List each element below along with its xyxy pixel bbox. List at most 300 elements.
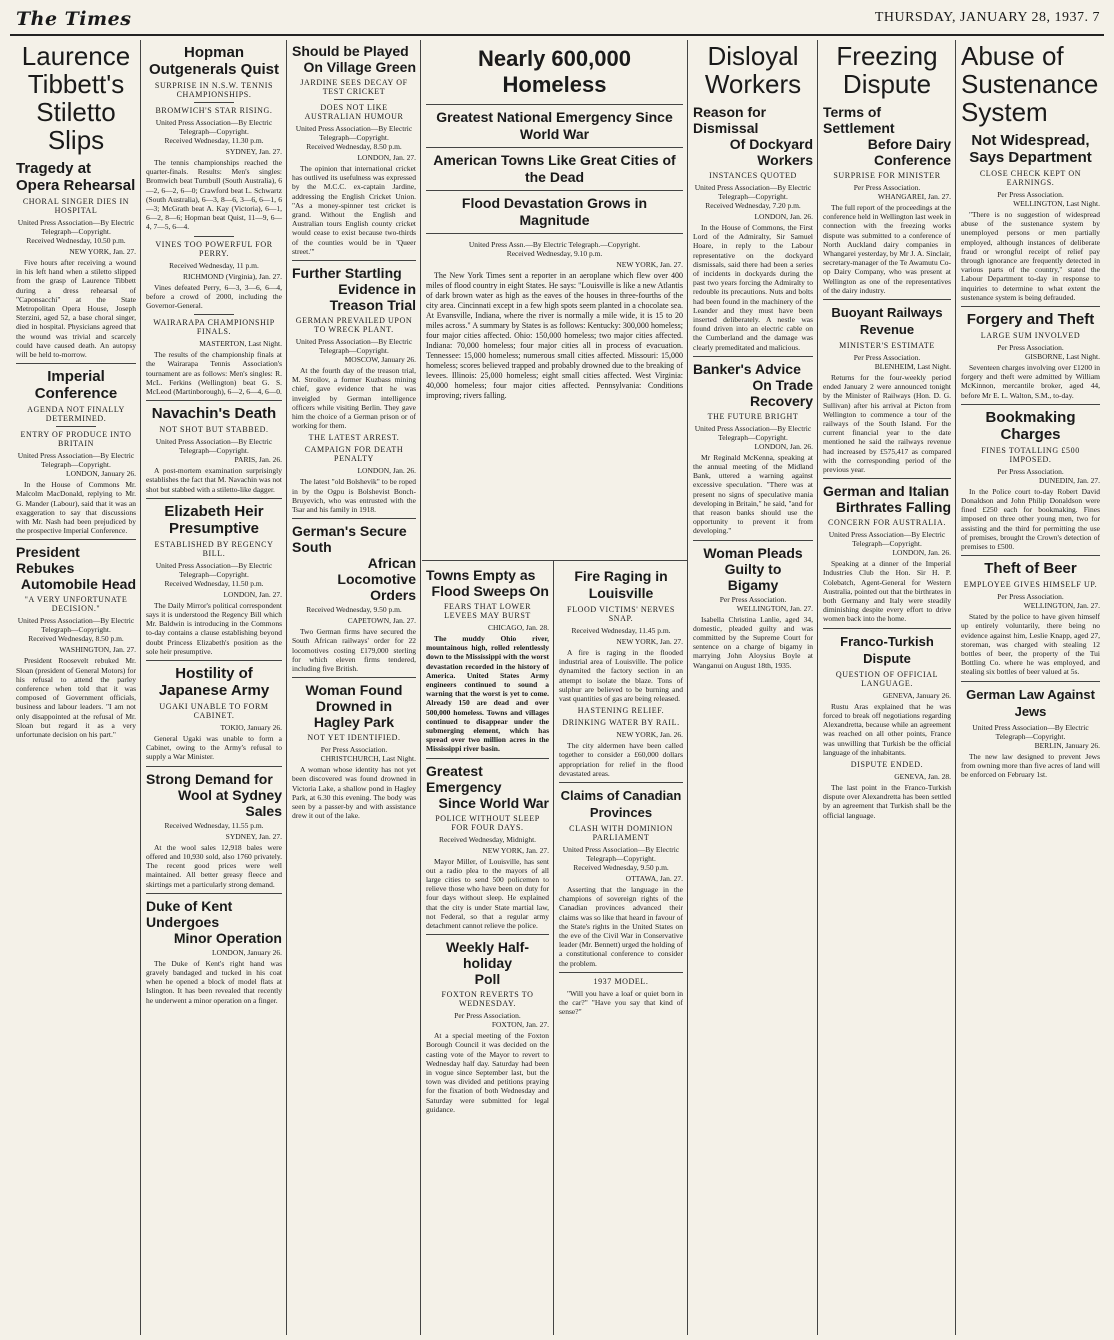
story-body: The opinion that international cricket has outlived its usefulness was expressed by the M.C.C. ex-captain Jardine, addressing the English Cricket Union. "As a money-spinner test cricket is grand. Without the English and Australian tours English county cricket would cease to exist because two-thirds of the counties would be in 'Queer street.'" — [292, 164, 416, 256]
headline-line-2: Automobile Head — [20, 576, 136, 593]
deck: DOES NOT LIKE AUSTRALIAN HUMOUR — [304, 103, 404, 121]
story-louisville-fire — [559, 568, 683, 778]
divider — [961, 681, 1100, 682]
divider — [194, 102, 234, 103]
dateline: WASHINGTON, Jan. 27. — [59, 645, 136, 655]
dateline: LONDON, January 26. — [66, 469, 136, 479]
divider — [194, 314, 234, 315]
divider — [823, 299, 951, 300]
lead-subheadline-1: Greatest National Emergency Since World War — [436, 109, 673, 142]
dateline: DUNEDIN, Jan. 27. — [1038, 475, 1100, 485]
headline-line-2: Minor Operation — [173, 929, 282, 946]
deck: NOT YET IDENTIFIED. — [307, 733, 401, 743]
headline: Claims of Canadian Provinces — [560, 788, 682, 821]
deck: DISPUTE ENDED. — [850, 759, 924, 769]
dateline: NEW YORK, Jan. 27. — [616, 637, 683, 646]
headline-line-2: Poll — [474, 971, 501, 988]
dateline: NEW YORK, Jan. 26. — [616, 730, 683, 740]
divider — [961, 555, 1100, 556]
divider — [823, 478, 951, 479]
headline — [426, 939, 549, 987]
credit-line: Per Press Association. — [997, 343, 1064, 353]
divider — [559, 972, 683, 973]
divider — [146, 766, 282, 767]
story-freezing-dispute — [823, 42, 951, 295]
credit-line: Per Press Association. — [997, 466, 1064, 476]
story-elizabeth — [146, 503, 282, 656]
headline — [146, 771, 282, 819]
story-body: The muddy Ohio river, mountainous high, rolled relentlessly down to the Mississippi with the worst devastation recorded in the history of America. United States Army engineers continued to sound a warning that the worst is yet to come. Already 150 are dead and over 500,000 homeless. Towns and villages continued to disappear under the submerging element, which has spread over two million acres in the Mississippi river basin. — [426, 634, 549, 754]
lead-body: The New York Times sent a reporter in an aeroplane which flew over 400 miles of flood country in eight States. He says: "Louisville is like a new Atlantis of dark brown water as high as the eaves of the houses in three-fourths of the city area. Cincinnati except in a few high spots seem planted in a chocolate sea. At Evansville, Indiana, where the river is normally a mile wide, it is 15 to 20 miles across." A summary by States is as follows: Kentucky: 300,000 homeless; four major cities affected. Ohio: 150,000 homeless; two major cities affected. Indiana: 70,000 homeless; four major cities all in process of evacuation. Tennessee: 15,000 homeless; numerous small cities affected. Missouri: 15,000 homeless; scores believed trapped and probably drowned due to the breaking of levees. Illinois: 25,000 homeless; eight small cities affected. West Virginia: 40,000 homeless; four major cities affected. Pennsylvania: Conditions improving; rivers falling. — [426, 271, 683, 400]
deck: SURPRISE IN N.S.W. TENNIS CHAMPIONSHIPS. — [154, 81, 274, 99]
divider — [146, 498, 282, 499]
story-body: Mayor Miller, of Louisville, has sent out a radio plea to the mayors of all large cities to send 500 policemen to relieve those who have been on duty for four days without sleep. He explained that the city is under State martial law, not Federal, so that a regular army detachment cannot relieve the police. — [426, 856, 549, 931]
story-locomotive-orders — [292, 523, 416, 673]
dateline: CHRISTCHURCH, Last Night. — [320, 754, 416, 764]
deck: THE LATEST ARREST. — [308, 433, 400, 443]
credit-line: United Press Association—By Electric Telegraph—Copyright. — [295, 124, 413, 142]
credit-line: United Press Association—By Electric Telegraph—Copyright. — [694, 423, 812, 442]
story-body: Five hours after receiving a wound in his left hand when a stiletto slipped from the grasp of Laurence Tibbett during a dress rehearsal of "Caponsacchi" at the State Metropolitan Opera House, Joseph Sterzini, aged 52, a base choral singer, died in hospital. Physicians agreed that the wound was trivial and scarcely could have caused death. An autopsy will be held to-morrow. — [16, 258, 136, 360]
credit-line: United Press Association—By Electric Telegraph—Copyright. — [17, 451, 135, 470]
story-hopman-quist — [146, 44, 282, 232]
dateline: SYDNEY, Jan. 27. — [225, 147, 282, 156]
headline: Fire Raging in Louisville — [574, 568, 668, 601]
deck: WAIRARAPA CHAMPIONSHIP FINALS. — [153, 318, 275, 337]
headline: Theft of Beer — [984, 560, 1077, 578]
deck: DRINKING WATER BY RAIL. — [562, 718, 680, 728]
story-hagley-park — [292, 682, 416, 820]
headline: Elizabeth Heir Presumptive — [164, 502, 264, 537]
story-body: The Duke of Kent's right hand was gravely bandaged and tucked in his coat when he opened a block of model flats at Islington. It has been revealed that recently he underwent a minor operation on a finger. — [146, 958, 282, 1005]
story-body: The tennis championships reached the quarter-finals. Results: Men's singles: Bromwich beat Turnbull (South Australia), 6—2, 6—2, 6—0; Crawford beat L. Schwartz (South Australia), 6—3, 8—6, 3—6, 6—1, 6—3; McGrath beat A. Kay (Victoria), 6—1, 6—2, 8—6; Hopman beat Quist, 11—9, 6—4, 7—5, 6—4. — [146, 158, 282, 232]
story-body: Two German firms have secured the South African railways' order for 22 locomotives costing £179,000 sterling for which eleven firms tendered, including five British. — [292, 627, 416, 674]
deck: CAMPAIGN FOR DEATH PENALTY — [304, 445, 404, 464]
deck: INSTANCES QUOTED — [709, 171, 797, 180]
headline: Hostility of Japanese Army — [158, 665, 270, 700]
story-navachin — [146, 405, 282, 494]
deck: AGENDA NOT FINALLY DETERMINED. — [27, 405, 125, 424]
headline — [426, 567, 549, 599]
divider — [426, 233, 683, 234]
story-disloyal-workers — [693, 42, 813, 352]
headline-line-1: Weekly Half-holiday — [446, 939, 529, 972]
received-line: Received Wednesday, Midnight. — [438, 834, 537, 844]
deck: VINES TOO POWERFUL FOR PERRY. — [155, 239, 273, 258]
dateline: OTTAWA, Jan. 27. — [625, 874, 683, 884]
story-bigamy — [693, 545, 813, 670]
received-line: Received Wednesday, 8.50 p.m. — [28, 634, 124, 644]
subheadline-line-2: Of Dockyard Workers — [729, 136, 813, 168]
headline — [146, 898, 282, 946]
story-body: At a special meeting of the Foxton Borough Council it was decided on the casting vote of the Mayor to revert to Wednesday half day. Saturday had been in vogue since September last, but the town was divided and petitions praying for the fixation of both Wednesday and Saturday were submitted for legal guidance. — [426, 1031, 549, 1114]
dateline: TOKIO, January 26. — [220, 723, 282, 733]
deck: NOT SHOT BUT STABBED. — [159, 425, 269, 435]
story-body: General Ugaki was unable to form a Cabinet, owing to the Army's refusal to supply a War Minister. — [146, 734, 282, 762]
deck: FEARS THAT LOWER LEVEES MAY BURST — [443, 602, 532, 620]
credit-line: United Press Assn.—By Electric Telegraph.—Copyright. — [468, 240, 641, 249]
deck: JARDINE SEES DECAY OF TEST CRICKET — [300, 78, 408, 96]
headline — [292, 682, 416, 730]
subheadline-line-1: Reason for Dismissal — [693, 104, 767, 136]
story-body: Isabella Christina Lanlie, aged 34, domestic, pleaded guilty and was committed by the Supreme Court for sentence on a charge of bigamy in marrying John Aloysius Boyle at Wanganui on August 18th, 1935. — [693, 614, 813, 670]
headline-line-2: Birthrates Falling — [835, 499, 951, 516]
deck: HASTENING RELIEF. — [577, 706, 665, 716]
headline-line-1: Woman Pleads Guilty to — [703, 544, 803, 577]
divider — [16, 539, 136, 540]
lead-subheadline-3: Flood Devastation Grows in Magnitude — [461, 195, 648, 228]
dateline: RICHMOND (Virginia), Jan. 27. — [183, 271, 282, 281]
story-sustenance — [961, 42, 1100, 302]
story-tibbett — [16, 42, 136, 359]
headline-line-1: Greatest Emergency — [426, 762, 502, 795]
credit-line: Per Press Association. — [320, 745, 388, 755]
deck: CLOSE CHECK KEPT ON EARNINGS. — [979, 169, 1082, 187]
divider — [422, 560, 687, 561]
divider — [146, 660, 282, 661]
column-6 — [689, 40, 817, 1335]
deck: UGAKI UNABLE TO FORM CABINET. — [159, 702, 269, 721]
story-body: Vines defeated Perry, 6—3, 3—6, 6—4, before a crowd of 2000, including the Governor-General. — [146, 282, 282, 311]
story-body: The new law designed to prevent Jews from owning more than five acres of land will be enforced on February 1st. — [961, 751, 1100, 780]
column-rule — [420, 40, 421, 1335]
credit-line: Per Press Association. — [997, 190, 1064, 199]
column-8 — [957, 40, 1104, 1335]
column-3 — [288, 40, 420, 1335]
credit-line: United Press Association—By Electric Telegraph—Copyright. — [828, 530, 946, 549]
dateline: WELLINGTON, Jan. 27. — [736, 603, 813, 613]
dateline: LONDON, Jan. 27. — [357, 153, 416, 162]
story-body: The last point in the Franco-Turkish dispute over Alexandretta has been settled by an agreement that Turkish shall be the official language. — [823, 782, 951, 820]
divider — [146, 893, 282, 894]
headline: Imperial Conference — [34, 368, 118, 403]
headline-line-1: German and Italian — [823, 483, 950, 500]
subheadline — [693, 104, 813, 168]
story-japanese-army — [146, 665, 282, 762]
story-railways-revenue — [823, 304, 951, 474]
column-5 — [555, 564, 687, 1335]
divider — [426, 758, 549, 759]
story-village-green — [292, 43, 416, 256]
divider — [292, 260, 416, 261]
received-line: Received Wednesday, 9.50 p.m. — [573, 863, 669, 873]
deck: SURPRISE FOR MINISTER — [833, 171, 941, 180]
lead-headline: Nearly 600,000 Homeless — [478, 46, 631, 97]
dateline: LONDON, Jan. 26. — [754, 212, 813, 221]
headline-line-2: Evidence in Treason Trial — [329, 281, 416, 314]
headline: Bookmaking Charges — [985, 408, 1076, 443]
dateline: GENEVA, January 26. — [882, 690, 951, 700]
deck: THE FUTURE BRIGHT — [707, 411, 799, 421]
date-line: THURSDAY, JANUARY 28, 1937. — [874, 10, 1089, 25]
divider — [559, 782, 683, 783]
deck: FOXTON REVERTS TO WEDNESDAY. — [441, 990, 534, 1009]
headline-line-1: Duke of Kent Undergoes — [146, 897, 233, 930]
deck: CHORAL SINGER DIES IN HOSPITAL — [22, 197, 130, 215]
headline — [292, 523, 416, 603]
deck: BROMWICH'S STAR RISING. — [155, 106, 273, 115]
headline: Franco-Turkish Dispute — [840, 633, 934, 666]
headline-line-2: On Village Green — [303, 59, 416, 75]
story-1937-model — [559, 977, 683, 1017]
story-wool-sales — [146, 771, 282, 889]
story-body: A post-mortem examination surprisingly establishes the fact that M. Navachin was not shot but stabbed with a stiletto-like dagger. — [146, 466, 282, 494]
story-franco-turkish — [823, 633, 951, 820]
story-greatest-emergency — [426, 763, 549, 931]
dateline: LONDON, Jan. 27. — [223, 589, 282, 599]
dateline: SYDNEY, Jan. 27. — [225, 831, 282, 841]
dateline: MASTERTON, Last Night. — [199, 339, 282, 349]
story-body: "There is no suggestion of widespread abuse of the sustenance system by unemployed persons or men partially employed, although instances of deliberate fraud or wrongful receipt of relief pay through ignorance are frequently detected in various parts of the country," stated the Labour Department to-day in response to inquiries to determine to what extent the sustenance system is being defrauded. — [961, 210, 1100, 302]
deck: EMPLOYEE GIVES HIMSELF UP. — [963, 580, 1098, 590]
story-forgery-theft — [961, 311, 1100, 400]
headline — [16, 544, 136, 592]
credit-line: United Press Association—By Electric Telegraph—Copyright. — [694, 183, 812, 201]
headline: Navachin's Death — [151, 405, 277, 423]
divider — [426, 190, 683, 191]
story-body: Stated by the police to have given himself up entirely voluntarily, there being no evidence against him, Leslie Knapp, aged 27, storeman, was charged with stealing 12 bottles of beer, the property of the Tui Bottling Co. where he was employed, and stealing six bottles of beer valued at 5s. — [961, 612, 1100, 677]
lead-subheadline-2: American Towns Like Great Cities of the Dead — [433, 152, 676, 185]
headline-line-1: Further Startling — [292, 265, 402, 282]
received-line: Received Wednesday, 11.45 p.m. — [571, 626, 671, 635]
story-body: At the wool sales 12,918 bales were offered and 10,930 sold, also 1760 privately. The recent good prices were well maintained. All better greasy fleece and skirtings met a particularly strong demand. — [146, 842, 282, 889]
dateline: CHICAGO, Jan. 28. — [487, 623, 549, 632]
credit-line: United Press Association—By Electric Telegraph—Copyright. — [562, 845, 680, 864]
credit-line: Per Press Association. — [454, 1011, 521, 1021]
headline-line-1: Should be Played — [292, 43, 409, 59]
credit-line: United Press Association—By Electric Telegraph—Copyright. — [972, 722, 1089, 741]
headline-line-1: Towns Empty as — [426, 567, 536, 583]
divider — [693, 540, 813, 541]
page-number: 7 — [1092, 10, 1100, 25]
masthead-date — [875, 10, 1100, 26]
headline — [426, 763, 549, 811]
column-2 — [142, 40, 286, 1335]
deck: GERMAN PREVAILED UPON TO WRECK PLANT. — [295, 316, 413, 335]
divider — [426, 104, 683, 105]
deck: "A VERY UNFORTUNATE DECISION." — [24, 595, 128, 614]
story-birthrates — [823, 483, 951, 623]
headline — [292, 43, 416, 75]
dateline: CAPETOWN, Jan. 27. — [347, 616, 416, 626]
dateline: NEW YORK, Jan. 27. — [616, 260, 683, 269]
story-treason-trial — [292, 265, 416, 514]
column-7 — [819, 40, 955, 1335]
subheadline-line-2: Before Dairy Conference — [867, 136, 951, 168]
credit-line: Per Press Association. — [853, 183, 921, 192]
story-vines-perry — [146, 240, 282, 311]
headline: Abuse of Sustenance System — [961, 41, 1099, 127]
received-line: Received Wednesday, 9.10 p.m. — [506, 249, 603, 258]
headline-line-1: Woman Found Drowned in — [305, 682, 403, 715]
divider — [146, 400, 282, 401]
headline-line-1: Banker's Advice — [693, 360, 801, 377]
headline: Laurence Tibbett's Stiletto Slips — [21, 41, 131, 155]
story-german-law — [961, 686, 1100, 780]
story-imperial-conference — [16, 368, 136, 535]
dateline: LONDON, Jan. 26. — [892, 548, 951, 558]
headline-line-2: Since World War — [438, 794, 549, 811]
headline — [693, 361, 813, 409]
story-bankers-advice — [693, 361, 813, 536]
subheadline: Tragedy at Opera Rehearsal — [16, 160, 136, 194]
received-line: Received Wednesday, 9.50 p.m. — [306, 605, 402, 615]
dateline: WHANGAREI, Jan. 27. — [877, 192, 951, 201]
dateline: NEW YORK, Jan. 27. — [482, 845, 549, 855]
divider — [16, 363, 136, 364]
column-4 — [422, 564, 553, 1335]
story-body: "Will you have a loaf or quiet born in the car?" "Have you say that kind of sense?" — [559, 988, 683, 1017]
headline — [292, 265, 416, 313]
dateline: MOSCOW, January 26. — [344, 355, 416, 365]
story-body: Asserting that the language in the champions of sovereign rights of the Canadian provinces advanced their claims was so like that heard in favour of the State's rights in the United States on the eve of the Civil War in Conservative leader (Mr. Bennett) urged the holding of a constitutional conference to consider the problem. — [559, 885, 683, 968]
dateline: PARIS, Jan. 26. — [234, 455, 282, 465]
column-1 — [12, 40, 140, 1335]
headline — [693, 545, 813, 593]
headline-line-2: Wool at Sydney Sales — [178, 786, 282, 819]
headline-line-1: German's Secure South — [292, 523, 407, 556]
divider — [693, 356, 813, 357]
story-president-rebukes — [16, 544, 136, 739]
deck: 1937 MODEL. — [593, 976, 649, 986]
dateline: FOXTON, Jan. 27. — [491, 1020, 549, 1030]
headline-line-2: African Locomotive Orders — [337, 555, 416, 604]
dateline: WELLINGTON, Last Night. — [1013, 199, 1100, 208]
dateline: LONDON, Jan. 26. — [357, 466, 416, 476]
deck: CLASH WITH DOMINION PARLIAMENT — [569, 824, 673, 843]
divider — [292, 518, 416, 519]
headline: Hopman Outgenerals Quist — [148, 44, 280, 78]
credit-line: United Press Association—By Electric Telegraph—Copyright. — [155, 560, 273, 579]
story-wairarapa — [146, 318, 282, 396]
lead-story — [422, 40, 687, 560]
subheadline-line-1: Terms of Settlement — [823, 104, 895, 136]
dateline: BLENHEIM, Last Night. — [874, 362, 951, 372]
column-rule — [955, 40, 956, 1335]
headline-line-2: Hagley Park — [313, 714, 395, 731]
received-line: Received Wednesday, 11.55 p.m. — [164, 820, 264, 830]
dateline: BERLIN, January 26. — [1034, 740, 1100, 750]
received-line: Received Wednesday, 11.30 p.m. — [164, 136, 264, 145]
dateline: LONDON, January 26. — [212, 947, 282, 957]
dateline: GENEVA, Jan. 28. — [894, 771, 951, 781]
credit-line: United Press Association—By Electric Telegraph—Copyright. — [17, 616, 135, 635]
divider — [292, 677, 416, 678]
deck: QUESTION OF OFFICIAL LANGUAGE. — [835, 669, 939, 688]
story-body: At the fourth day of the treason trial, M. Stroilov, a former Kuzbass mining chief, gave evidence that he was inveigled by German intelligence officers while visiting Berlin. They gave him the choice of a German prison or of working for them. — [292, 366, 416, 431]
received-line: Received Wednesday, 7.20 p.m. — [705, 201, 801, 210]
credit-line: United Press Association—By Electric Telegraph—Copyright. — [17, 218, 135, 236]
subheadline — [823, 104, 951, 168]
story-body: Rustu Aras explained that he was forced to break off negotiations regarding Alexandretta, because while an agreement was reached on all other points, France was unwilling that Turkish be the official language of the inhabitants. — [823, 701, 951, 757]
story-body: The full report of the proceedings at the conference held in Wellington last week in connection with the freezing works dispute was submitted to a conference of North Auckland dairy companies in Whangarei yesterday, by Mr J. A. Sinclair, secretary-manager of the Te Awamutu Co-op Dairy Company, who was present at Wellington as one of the representatives of the dairy industry. — [823, 203, 951, 295]
received-line: Received Wednesday, 11.50 p.m. — [164, 578, 264, 588]
dateline: WELLINGTON, Jan. 27. — [1023, 601, 1100, 611]
deck: LARGE SUM INVOLVED — [980, 331, 1081, 341]
received-line: Received Wednesday, 8.50 p.m. — [306, 142, 402, 151]
divider — [194, 236, 234, 237]
column-rule — [286, 40, 287, 1335]
deck: FINES TOTALLING £500 IMPOSED. — [981, 445, 1080, 464]
masthead — [10, 6, 1104, 36]
story-body: In the Police court to-day Robert David Donaldson and John Philip Donaldson were fined £250 each for bookmaking. Fines imposed on three other young men, two for assisting and the third for permitting the use of premises, brought the Crown's detection of premises to £500. — [961, 486, 1100, 552]
headline-line-2: Flood Sweeps On — [431, 583, 549, 599]
story-body: The latest "old Bolshevik" to be roped in by the Ogpu is Bolshevist Bonch-Bruyevich, who was entrusted with the Tsar and his family in 1918. — [292, 477, 416, 515]
story-body: In the House of Commons, the First Lord of the Admiralty, Sir Samuel Hoare, in reply to the Labour representative on the dockyard dismissals, said there had been a series of incidents in dockyards during the past two years forcing the Admiralty to redouble its precautions. Nuts and bolts had been found in the machinery of the Leander and they must have been inserted deliberately. A nestle was found driven into an electric cable on the Cumberland and the damage was clearly premeditated and malicious. — [693, 223, 813, 352]
dateline: LONDON, Jan. 26. — [754, 441, 813, 451]
story-half-holiday — [426, 939, 549, 1114]
column-rule — [140, 40, 141, 1335]
story-body: In the House of Commons Mr. Malcolm MacDonald, replying to Mr. G. Mander (Labour), said that it was an exaggeration to say that discussions with Mr. Nash had been prejudiced by the prospective Imperial Conference. — [16, 480, 136, 536]
headline: Freezing Dispute — [836, 41, 938, 99]
headline-line-2: Bigamy — [727, 576, 779, 593]
received-line: Received Wednesday, 11 p.m. — [169, 260, 259, 270]
dateline: NEW YORK, Jan. 27. — [69, 247, 136, 256]
headline-line-1: President Rebukes — [16, 544, 80, 577]
column-rule — [553, 560, 554, 1335]
headline-line-1: Strong Demand for — [146, 770, 273, 787]
headline: German Law Against Jews — [966, 686, 1095, 719]
subheadline: Not Widespread, Says Department — [969, 132, 1092, 166]
headline: Disloyal Workers — [704, 41, 802, 99]
credit-line: Per Press Association. — [997, 592, 1064, 602]
story-canadian-provinces — [559, 787, 683, 968]
credit-line: Per Press Association. — [853, 353, 921, 363]
deck: POLICE WITHOUT SLEEP FOR FOUR DAYS. — [435, 813, 540, 832]
divider — [56, 426, 96, 427]
story-body: The Daily Mirror's political correspondent says it is understood the Regency Bill which Mr. Baldwin is introducing in the Commons to-day contains a clause establishing beyond doubt Princess Elizabeth's position as the sole heir presumptive. — [146, 600, 282, 656]
headline: Forgery and Theft — [966, 311, 1095, 329]
divider — [823, 628, 951, 629]
credit-line: Per Press Association. — [719, 594, 787, 604]
story-body: Seventeen charges involving over £1200 in forgery and theft were admitted by William McKinnon, mercantile broker, aged 44, before Mr E. L. Walton, S.M., to-day. — [961, 363, 1100, 400]
headline-line-2: On Trade Recovery — [749, 376, 813, 409]
deck: CONCERN FOR AUSTRALIA. — [828, 518, 946, 528]
credit-line: United Press Association—By Electric Telegraph—Copyright. — [155, 118, 273, 136]
story-body: A woman whose identity has not yet been discovered was found drowned in Victoria Lake, a shallow pond in Hagley Park, at 6.30 this evening. The body was seen by a passer-by and with assistance drew it out of the lake. — [292, 765, 416, 821]
column-rule — [817, 40, 818, 1335]
deck: ENTRY OF PRODUCE INTO BRITAIN — [20, 430, 132, 449]
story-towns-empty — [426, 567, 549, 754]
story-body: Mr Reginald McKenna, speaking at the annual meeting of the Midland Bank, uttered a warning against excessive speculation. "There was at present no signs of speculative mania developing in Britain," he said, "and for that reason banks should use the opportunity to prevent it from developing." — [693, 452, 813, 536]
divider — [334, 99, 374, 100]
credit-line: United Press Association—By Electric Telegraph—Copyright. — [295, 337, 413, 356]
masthead-flag: The Times — [16, 8, 132, 30]
divider — [426, 147, 683, 148]
divider — [961, 404, 1100, 405]
headline: Buoyant Railways Revenue — [831, 305, 943, 338]
story-body: The results of the championship finals at the Wairarapa Tennis Association's tournament are as follows: Men's singles: R. McL. Ferkins (Wellington) beat G. S. McLeod (Martinborough), 6—2, 6—4, 6—0. — [146, 350, 282, 397]
story-duke-of-kent — [146, 898, 282, 1005]
column-rule — [687, 40, 688, 1335]
received-line: Received Wednesday, 10.50 p.m. — [26, 236, 126, 245]
divider — [426, 934, 549, 935]
story-body: Returns for the four-weekly period ended January 2 were announced tonight by the Minister of Railways (Hon. D. G. Sullivan) after his arrival at Picton from Wellington to commence a tour of the railways of the South Island. For the current financial year to the date mentioned he said the railways revenue had increased by £575,417 as compared with the corresponding period of the previous year. — [823, 373, 951, 475]
deck: MINISTER'S ESTIMATE — [839, 341, 935, 351]
deck: ESTABLISHED BY REGENCY BILL. — [154, 539, 274, 558]
dateline: GISBORNE, Last Night. — [1025, 352, 1100, 362]
story-theft-of-beer — [961, 560, 1100, 676]
story-body: Speaking at a dinner of the Imperial Industries Club the Hon. Sir H. P. Colebatch, Agent-General for Western Australia, pointed out that the birthrates in both Germany and Italy were steadily diminishing despite every effort to drive women back into the home. — [823, 559, 951, 624]
story-body: The city aldermen have been called together to consider a £60,000 dollars appropriation for relief in the flood devastated areas. — [559, 741, 683, 778]
story-bookmaking — [961, 409, 1100, 551]
headline — [823, 483, 951, 515]
credit-line: United Press Association—By Electric Telegraph—Copyright. — [155, 437, 273, 456]
deck: FLOOD VICTIMS' NERVES SNAP. — [567, 605, 675, 623]
divider — [961, 306, 1100, 307]
story-body: A fire is raging in the flooded industrial area of Louisville. The police dynamited the factory section in an attempt to isolate the blaze. Tons of sulphur are believed to be burning and vast quantities of gas are being released. — [559, 648, 683, 704]
story-body: President Roosevelt rebuked Mr. Sloan (president of General Motors) for his refusal to attend the parley conference when told that it was composed of Government officials, business and labour leaders. "I am not only disappointed at the refusal of Mr. Sloan but regard it as a very unfortunate decision on his part." — [16, 656, 136, 740]
